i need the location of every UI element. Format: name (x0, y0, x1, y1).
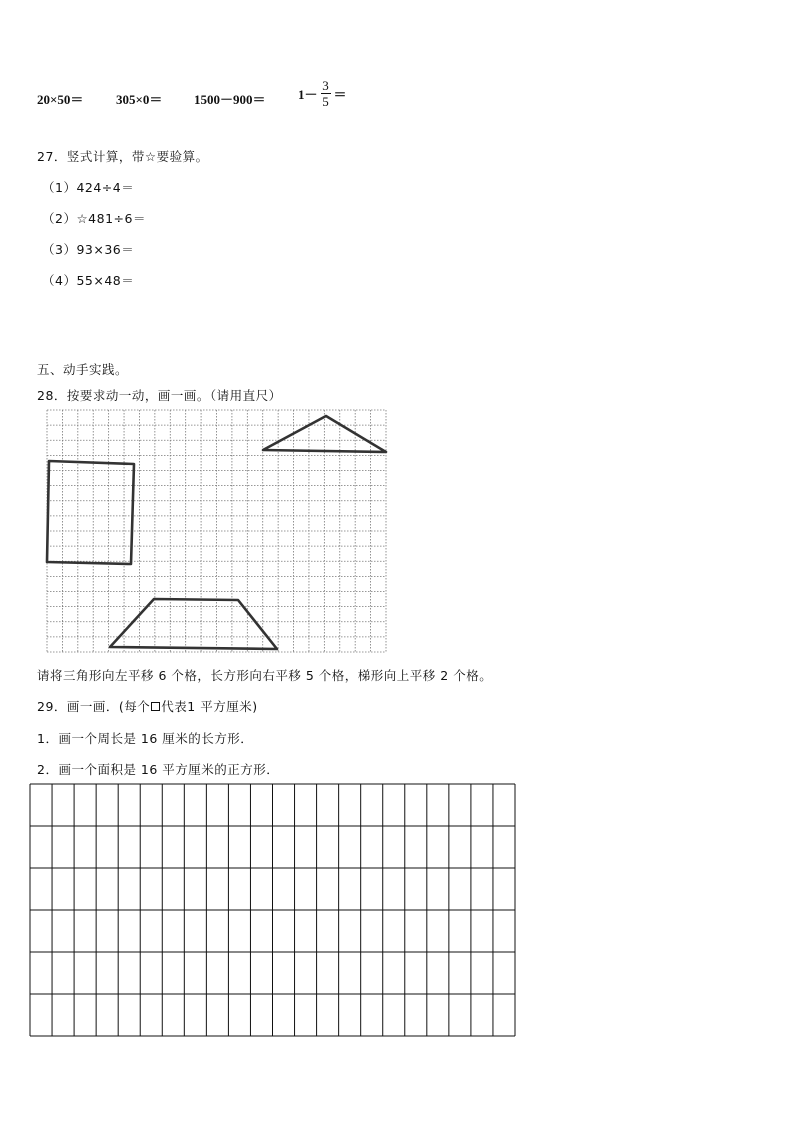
oral-calc-1: 20×50＝ (37, 92, 84, 107)
oral-calc-4-prefix: 1－ (298, 87, 318, 102)
q28-title: 28．按要求动一动，画一画。（请用直尺） (37, 388, 282, 403)
q27-item-3: （3）93×36＝ (42, 242, 135, 257)
q27-item-1: （1）424÷4＝ (42, 180, 135, 195)
fraction-denominator: 5 (322, 94, 329, 109)
q29-title-prefix: 29．画一画．(每个 (37, 699, 151, 714)
section5-title: 五、动手实践。 (37, 362, 129, 377)
q27-item-2: （2）☆481÷6＝ (42, 211, 146, 226)
oral-calc-4-suffix: ＝ (333, 87, 347, 102)
q27-title: 27．竖式计算，带☆要验算。 (37, 149, 209, 164)
fraction-numerator: 3 (322, 78, 329, 93)
oral-calc-2: 305×0＝ (116, 92, 163, 107)
q29-item-2: 2．画一个面积是 16 平方厘米的正方形． (37, 762, 280, 777)
q29-item-1: 1．画一个周长是 16 厘米的长方形． (37, 731, 254, 746)
q28-instruction: 请将三角形向左平移 6 个格，长方形向右平移 5 个格，梯形向上平移 2 个格。 (37, 668, 493, 683)
q29-title-suffix: 代表1 平方厘米) (161, 699, 258, 714)
oral-calc-3: 1500－900＝ (194, 92, 266, 107)
q27-item-4: （4）55×48＝ (42, 273, 135, 288)
